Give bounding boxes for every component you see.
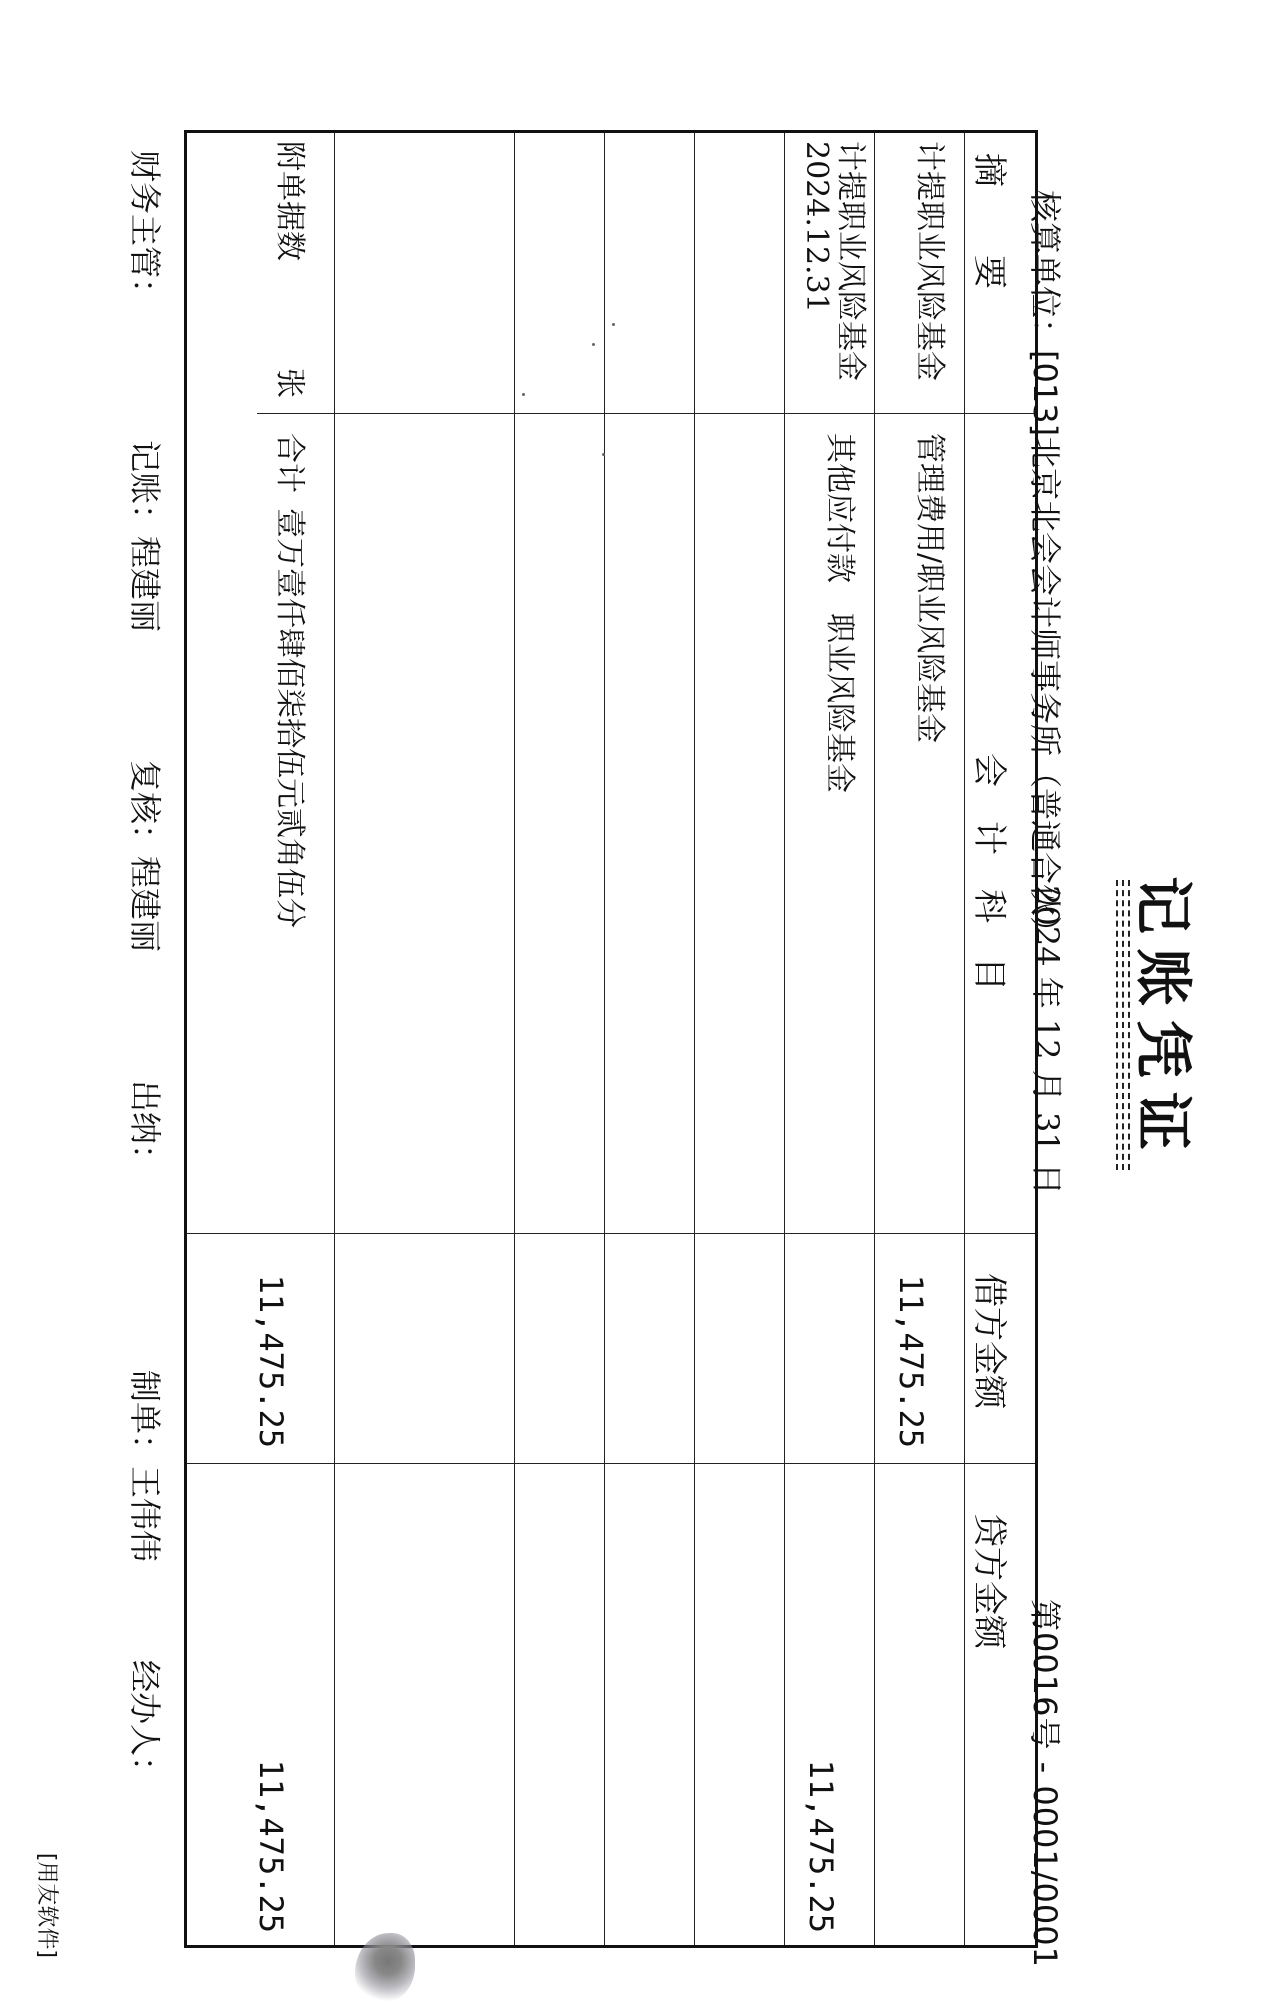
voucher-table — [184, 130, 1038, 1948]
voucher-date: 2024 年 12 月 31 日 — [1028, 885, 1066, 1195]
column-divider — [257, 413, 1035, 414]
header-debit: 借方金额 — [969, 1273, 1009, 1409]
attachments-label: 附单据数 — [272, 141, 307, 261]
voucher-number: 第0016号 - 0001/0001 — [1026, 1599, 1064, 1968]
scan-speck — [522, 393, 525, 396]
total-in-words: 壹万壹仟肆佰柒拾伍元贰角伍分 — [272, 508, 307, 928]
header-account: 会 计 科 目 — [969, 753, 1009, 991]
attachments-unit: 张 — [272, 368, 307, 398]
scan-speck — [612, 323, 615, 326]
title-underline-middle — [1122, 880, 1124, 1170]
row-divider — [874, 133, 875, 1945]
scan-speck — [592, 343, 595, 346]
header-credit: 贷方金额 — [969, 1513, 1009, 1649]
row1-debit: 11,475.25 — [892, 1274, 930, 1448]
row-divider — [334, 133, 335, 1945]
signature-reviewer: 复核：程建丽 — [126, 760, 164, 953]
row1-account: 管理费用/职业风险基金 — [912, 433, 947, 744]
title-underline-bottom — [1116, 880, 1118, 1170]
row-divider — [694, 133, 695, 1945]
row-divider — [964, 133, 965, 1945]
signature-preparer: 制单：王伟伟 — [126, 1370, 164, 1563]
column-divider — [187, 1463, 1035, 1464]
signature-manager: 财务主管： — [126, 150, 164, 311]
credit-total: 11,475.25 — [252, 1759, 290, 1933]
signature-handler: 经办人： — [126, 1660, 164, 1789]
accounting-unit: 核算单位：[013]北京北会会计师事务所（普通合伙） — [1026, 190, 1064, 949]
total-label: 合计 — [272, 433, 307, 493]
row2-credit: 11,475.25 — [802, 1759, 840, 1933]
software-note: [用友软件] — [34, 1852, 59, 1958]
row1-summary: 计提职业风险基金 — [912, 141, 947, 381]
row-divider — [784, 133, 785, 1945]
signature-cashier: 出纳： — [126, 1080, 164, 1177]
header-summary: 摘 要 — [969, 153, 1009, 289]
ink-smudge — [355, 1933, 415, 2003]
signature-bookkeeper: 记账：程建丽 — [126, 440, 164, 633]
scan-speck — [602, 453, 605, 456]
title-underline-top — [1128, 880, 1130, 1170]
row-divider — [604, 133, 605, 1945]
row2-summary: 计提职业风险基金2024.12.31 — [799, 141, 868, 381]
row2-account: 其他应付款 职业风险基金 — [822, 433, 857, 793]
row-divider — [514, 133, 515, 1945]
debit-total: 11,475.25 — [252, 1274, 290, 1448]
voucher-title: 记账凭证 — [1129, 875, 1197, 1164]
